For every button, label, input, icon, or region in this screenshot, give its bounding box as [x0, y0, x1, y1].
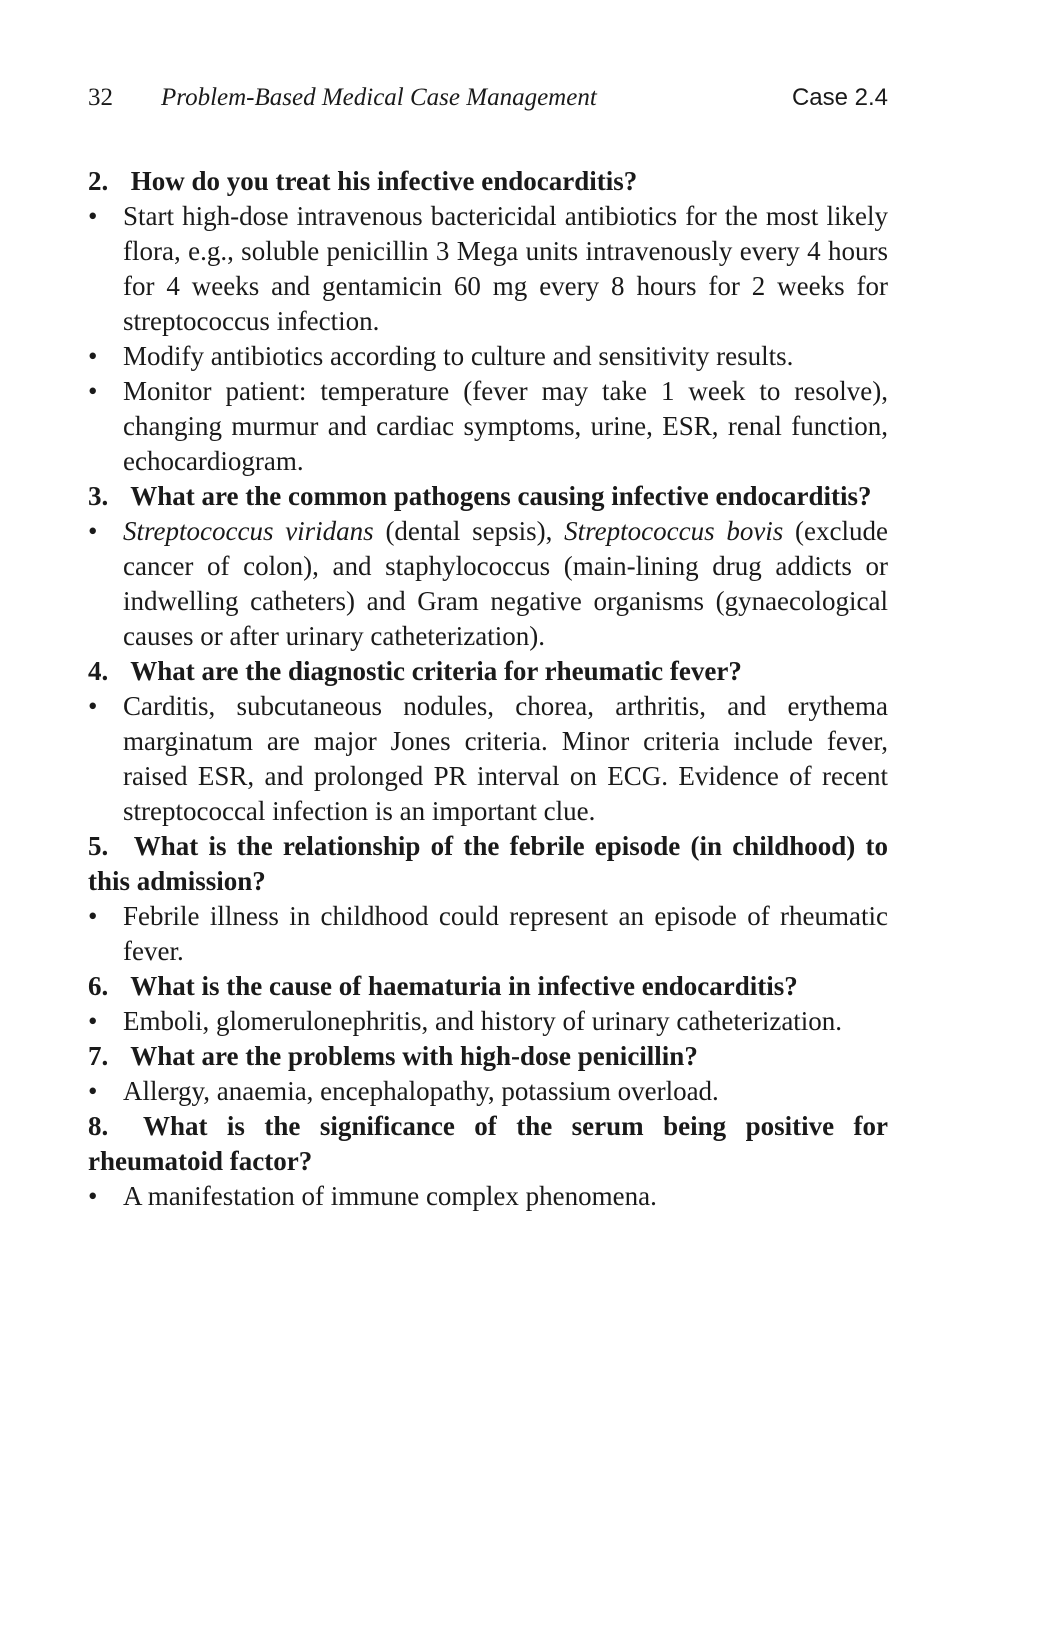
answer-item: • Monitor patient: temperature (fever may take 1 week to resolve), changing murmur and cardiac symptoms, urine, ESR, renal function, echocardiogram.	[88, 374, 888, 479]
answer-item	[88, 514, 888, 654]
book-page	[88, 80, 888, 1214]
page-number: 32	[88, 84, 113, 111]
answer-item: • Emboli, glomerulonephritis, and history of urinary catheterization.	[88, 1004, 888, 1039]
answer-item: • Carditis, subcutaneous nodules, chorea, arthritis, and erythema marginatum are major Jones criteria. Minor criteria include fever, raised ESR, and prolonged PR interval on ECG. Evidence of recent streptococcal infection is an important clue.	[88, 689, 888, 829]
question-5	[88, 829, 888, 899]
question-number: 7.	[88, 1041, 109, 1071]
question-6	[88, 969, 888, 1004]
answer-item: • Allergy, anaemia, encephalopathy, potassium overload.	[88, 1074, 888, 1109]
question-4	[88, 654, 888, 689]
answer-item: • Febrile illness in childhood could represent an episode of rheumatic fever.	[88, 899, 888, 969]
qa-content	[88, 164, 888, 1214]
question-number: 8.	[88, 1111, 109, 1141]
question-text: What are the common pathogens causing infective endocarditis?	[130, 481, 872, 511]
question-text: What is the significance of the serum being positive for rheumatoid factor?	[88, 1111, 888, 1176]
question-text: What is the cause of haematuria in infective endocarditis?	[130, 971, 798, 1001]
question-text: What are the diagnostic criteria for rheumatic fever?	[130, 656, 742, 686]
question-7	[88, 1039, 888, 1074]
question-number: 4.	[88, 656, 109, 686]
answer-text: (dental sepsis),	[373, 516, 565, 546]
question-text: How do you treat his infective endocarditis?	[130, 166, 638, 196]
case-label: Case 2.4	[791, 84, 888, 111]
answer-item: • Modify antibiotics according to culture and sensitivity results.	[88, 339, 888, 374]
book-title: Problem-Based Medical Case Management	[161, 84, 597, 111]
question-number: 3.	[88, 481, 109, 511]
question-text: What are the problems with high-dose penicillin?	[130, 1041, 698, 1071]
question-2	[88, 164, 888, 199]
question-text: What is the relationship of the febrile episode (in childhood) to this admission?	[88, 831, 888, 896]
question-8	[88, 1109, 888, 1179]
question-3	[88, 479, 888, 514]
answer-item: • A manifestation of immune complex phenomena.	[88, 1179, 888, 1214]
answer-item: • Start high-dose intravenous bactericidal antibiotics for the most likely flora, e.g., soluble penicillin 3 Mega units intravenously every 4 hours for 4 weeks and gentamicin 60 mg every 8 hours for 2 weeks for streptococcus infection.	[88, 199, 888, 339]
question-number: 2.	[88, 166, 109, 196]
organism-name: Streptococcus viridans	[123, 516, 374, 546]
running-header	[88, 80, 888, 116]
organism-name: Streptococcus bovis	[564, 516, 784, 546]
question-number: 5.	[88, 831, 109, 861]
question-number: 6.	[88, 971, 109, 1001]
answer-text: (exclude cancer of colon), and staphylococcus (main-lining drug addicts or indwelling catheters) and Gram negative organisms (gynaecological causes or after urinary catheterization).	[123, 516, 888, 651]
